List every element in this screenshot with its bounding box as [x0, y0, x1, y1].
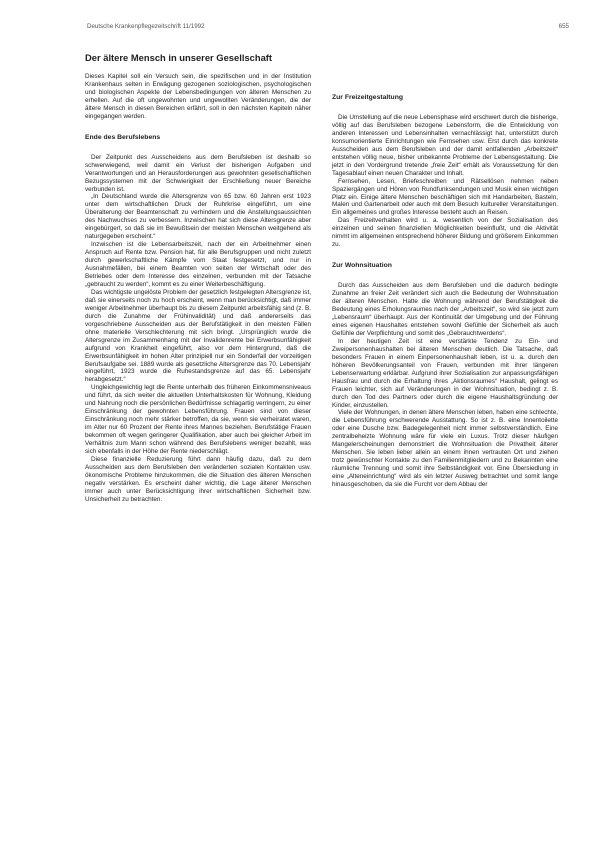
paragraph: „In Deutschland wurde die Altersgrenze von 65 bzw. 60 Jahren erst 1923 unter dem wirtschaftlichen Druck der Ruhrkrise eingeführt, um eine Überalterung der Beamtenschaft zu verhindern und die Anstellungsaussichten des Nachwuchses zu verbessern. Inzwischen hat sich diese Altersgrenze aber eingebürgert, so daß sie im Bewußtsein der meisten Menschen weitgehend als naturgegeben erscheint.“: [85, 193, 311, 241]
paragraph: Inzwischen ist die Lebensarbeitszeit, nach der ein Arbeitnehmer einen Anspruch auf Rente bzw. Pension hat, für alle Berufsgruppen und nicht zuletzt durch gewerkschaftliche Kämpfe vom Staat festgesetzt, und nur in Ausnahmefällen, bei einem Beamten von seiten der Wirtschaft oder des Betriebes oder dem Interesse des einzelnen, verbunden mit der Tatsache „gebraucht zu werden“, kommt es zu einer Weiterbeschäftigung.: [85, 241, 311, 288]
paragraph: Der Zeitpunkt des Ausscheidens aus dem Berufsleben ist deshalb so schwerwiegend, weil damit ein Verlust der bisherigen Aufgaben und Verantwortungen und an Herausforderungen aus gewohnten gesellschaftlichen Bezugssystemen mit der Schwierigkeit der Erschließung neuer Bereiche verbunden ist.: [85, 153, 311, 193]
paragraph: Die Umstellung auf die neue Lebensphase wird erschwert durch die bisherige, völlig auf das Berufsleben bezogene Lebensform, die die Entwicklung von anderen Interessen und Lebensinhalten vernachlässigt hat, unterstützt durch konsumorientierte Einrichtungen wie Fernsehen usw. Erst durch das konkrete Ausscheiden aus dem Berufsleben und der damit entfallenden „Arbeitszeit“ entstehen völlig neue, bisher unbekannte Probleme der Lebensgestaltung. Die jetzt in den Vordergrund tretende „freie Zeit“ erhält als Voraussetzung für den Tagesablauf einen neuen Charakter und Inhalt.: [332, 114, 558, 177]
page-number: 655: [558, 23, 569, 30]
running-header: [87, 23, 569, 30]
paragraph: Das wichtigste ungelöste Problem der gesetzlich festgelegten Altersgrenze ist, daß sie einerseits noch zu hoch erscheint, wenn man berücksichtigt, daß immer weniger Arbeitnehmer überhaupt bis zu diesem Zeitpunkt arbeitsfähig sind (z. B. durch die Zunahme der Frühinvalidität) und daß andererseits das vorgeschriebene Ausscheiden aus der Berufstätigkeit in den meisten Fällen ohne materielle Verschlechterung mit sich bringt. „Ursprünglich wurde die Altersgrenze im Zusammenhang mit der Invalidenrente bei Erwerbsunfähigkeit aufgrund von Krankheit eingeführt, also vor dem Hintergrund, daß die Erwerbsunfähigkeit im hohen Alter prinzipiell nur ein Sonderfall der vorzeitigen Berufsaufgabe sei. 1889 wurde als gesetzliche Altersgrenze das 70. Lebensjahr eingeführt, 1923 wurde die Ruhestandsgrenze auf das 65. Lebensjahr herabgesetzt.“: [85, 288, 311, 384]
paragraph: Ungleichgewichtig legt die Rente unterhalb des früheren Einkommensniveaus und führt, da sich weiter die aktuellen Unterhaltskosten für Wohnung, Kleidung und Nahrung noch die persönlichen Bedürfnisse schlagartig verringern, zu einer Einschränkung der gewohnten Lebensführung. Frauen sind von dieser Einschränkung noch mehr stärker betroffen, da sie, wenn sie verheiratet waren, im Alter nur 60 Prozent der Rente ihres Mannes beziehen. Berufstätige Frauen bekommen oft wegen geringerer Qualifikation, aber auch bei gleicher Arbeit im Verhältnis zum Mann schon während des Berufslebens weniger bezahlt, was sich ebenfalls in der Höhe der Rente niederschlägt.: [85, 384, 311, 455]
left-column: [85, 52, 311, 504]
section-heading-wohnsituation: Zur Wohnsituation: [332, 262, 392, 270]
journal-name: Deutsche Krankenpflegezeitschrift 11/1992: [87, 23, 205, 30]
right-column: [332, 46, 558, 489]
paragraph: Fernsehen, Lesen, Briefeschreiben und Rätsellösen nehmen neben Spaziergängen und Hören von Rundfunksendungen und Musik einen wichtigen Platz ein. Einige ältere Menschen beschäftigen sich mit Handarbeiten, Basteln, Malen und Gartenarbeit oder auch mit dem Besuch kultureller Veranstaltungen. Ein allgemeines und großes Interesse besteht auch an Reisen.: [332, 177, 558, 217]
article-title: Der ältere Mensch in unserer Gesellschaft: [85, 52, 273, 63]
paragraph: Durch das Ausscheiden aus dem Berufsleben und die dadurch bedingte Zunahme an freier Zeit verändert sich auch die Bedeutung der Wohnsituation der älteren Menschen. Hatte die Wohnung während der Berufstätigkeit die Bedeutung eines Erholungsraumes nach der „Arbeitszeit“, so wird sie jetzt zum „Lebensraum“ überhaupt. Aus der Kontinuität der Umgebung und der Führung eines eigenen Haushaltes entstehen sowohl Gefühle der Sicherheit als auch Gefühle der Verpflichtung und somit des „Gebrauchtwerdens“.: [332, 282, 558, 337]
paragraph: In der heutigen Zeit ist eine verstärkte Tendenz zu Ein- und Zweipersonenhaushalten bei älteren Menschen deutlich. Die Tatsache, daß besonders Frauen in einem Einpersonenhaushalt leben, ist u. a. durch den höheren Bevölkerungsanteil von Frauen, verbunden mit ihrer längeren Lebenserwartung erklärbar. Aufgrund ihrer Sozialisation zur anpassungsfähigen Hausfrau und durch die Erhaltung ihres „Aktionsraumes“ Haushalt, gelingt es Frauen leichter, sich auf Veränderungen in der Wohnsituation, bedingt z. B. durch den Tod des Partners oder durch die eigene Haushaltsgründung der Kinder, einzustellen.: [332, 337, 558, 409]
section-heading-berufsleben: Ende des Berufslebens: [85, 133, 161, 141]
intro-paragraph: Dieses Kapitel soll ein Versuch sein, die spezifischen und in der Institution Krankenhaus selten in Erwägung gezogenen soziologischen, psychologischen und biologischen Aspekte der Lebensbedingungen von älteren Menschen zu erhellen. Auf die oft ungewohnten und ungewollten Veränderungen, die der ältere Mensch in diesen Bereichen erfährt, soll in den nächsten Kapiteln näher eingegangen werden.: [85, 73, 311, 120]
paragraph: Diese finanzielle Reduzierung führt dann häufig dazu, daß zu dem Ausscheiden aus dem Berufsleben den veränderten sozialen Kontakten usw. ökonomische Probleme hinzukommen, die die Situation des älteren Menschen negativ verstärken. Es erscheint daher wichtig, die Lage älterer Menschen immer auch unter Berücksichtigung ihrer wirtschaftlichen Sicherheit bzw. Unsicherheit zu betrachten.: [85, 455, 311, 503]
paragraph: Viele der Wohnungen, in denen ältere Menschen leben, haben eine schlechte, die Lebensführung erschwerende Ausstattung. So ist z. B. eine Innentoilette oder eine Dusche bzw. Badegelegenheit nicht immer selbstverständlich. Eine zentralbeheizte Wohnung wäre für viele ein Luxus. Trotz dieser häufigen Mangelerscheinungen demonstriert die Wohnsituation die Privatheit älterer Menschen. Sie leben lieber allein an einem ihnen vertrauten Ort und ziehen trotz gewünschter Kontakte zu den Familienmitgliedern und zu Bekannten eine räumliche Trennung und somit ihre Selbständigkeit vor. Eine Übersiedlung in eine „Alteneinrichtung“ wird als ein letzter Ausweg betrachtet und somit lange hinausgeschoben, da sie die Furcht vor dem Abbau der: [332, 409, 558, 489]
paragraph: Das Freizeitverhalten wird u. a. wesentlich von der Sozialisation des einzelnen und seinen finanziellen Möglichkeiten beeinflußt, und die Aktivität nimmt im allgemeinen entsprechend höherer Bildung und größerem Einkommen zu.: [332, 217, 558, 249]
section-heading-freizeit: Zur Freizeitgestaltung: [332, 94, 403, 101]
